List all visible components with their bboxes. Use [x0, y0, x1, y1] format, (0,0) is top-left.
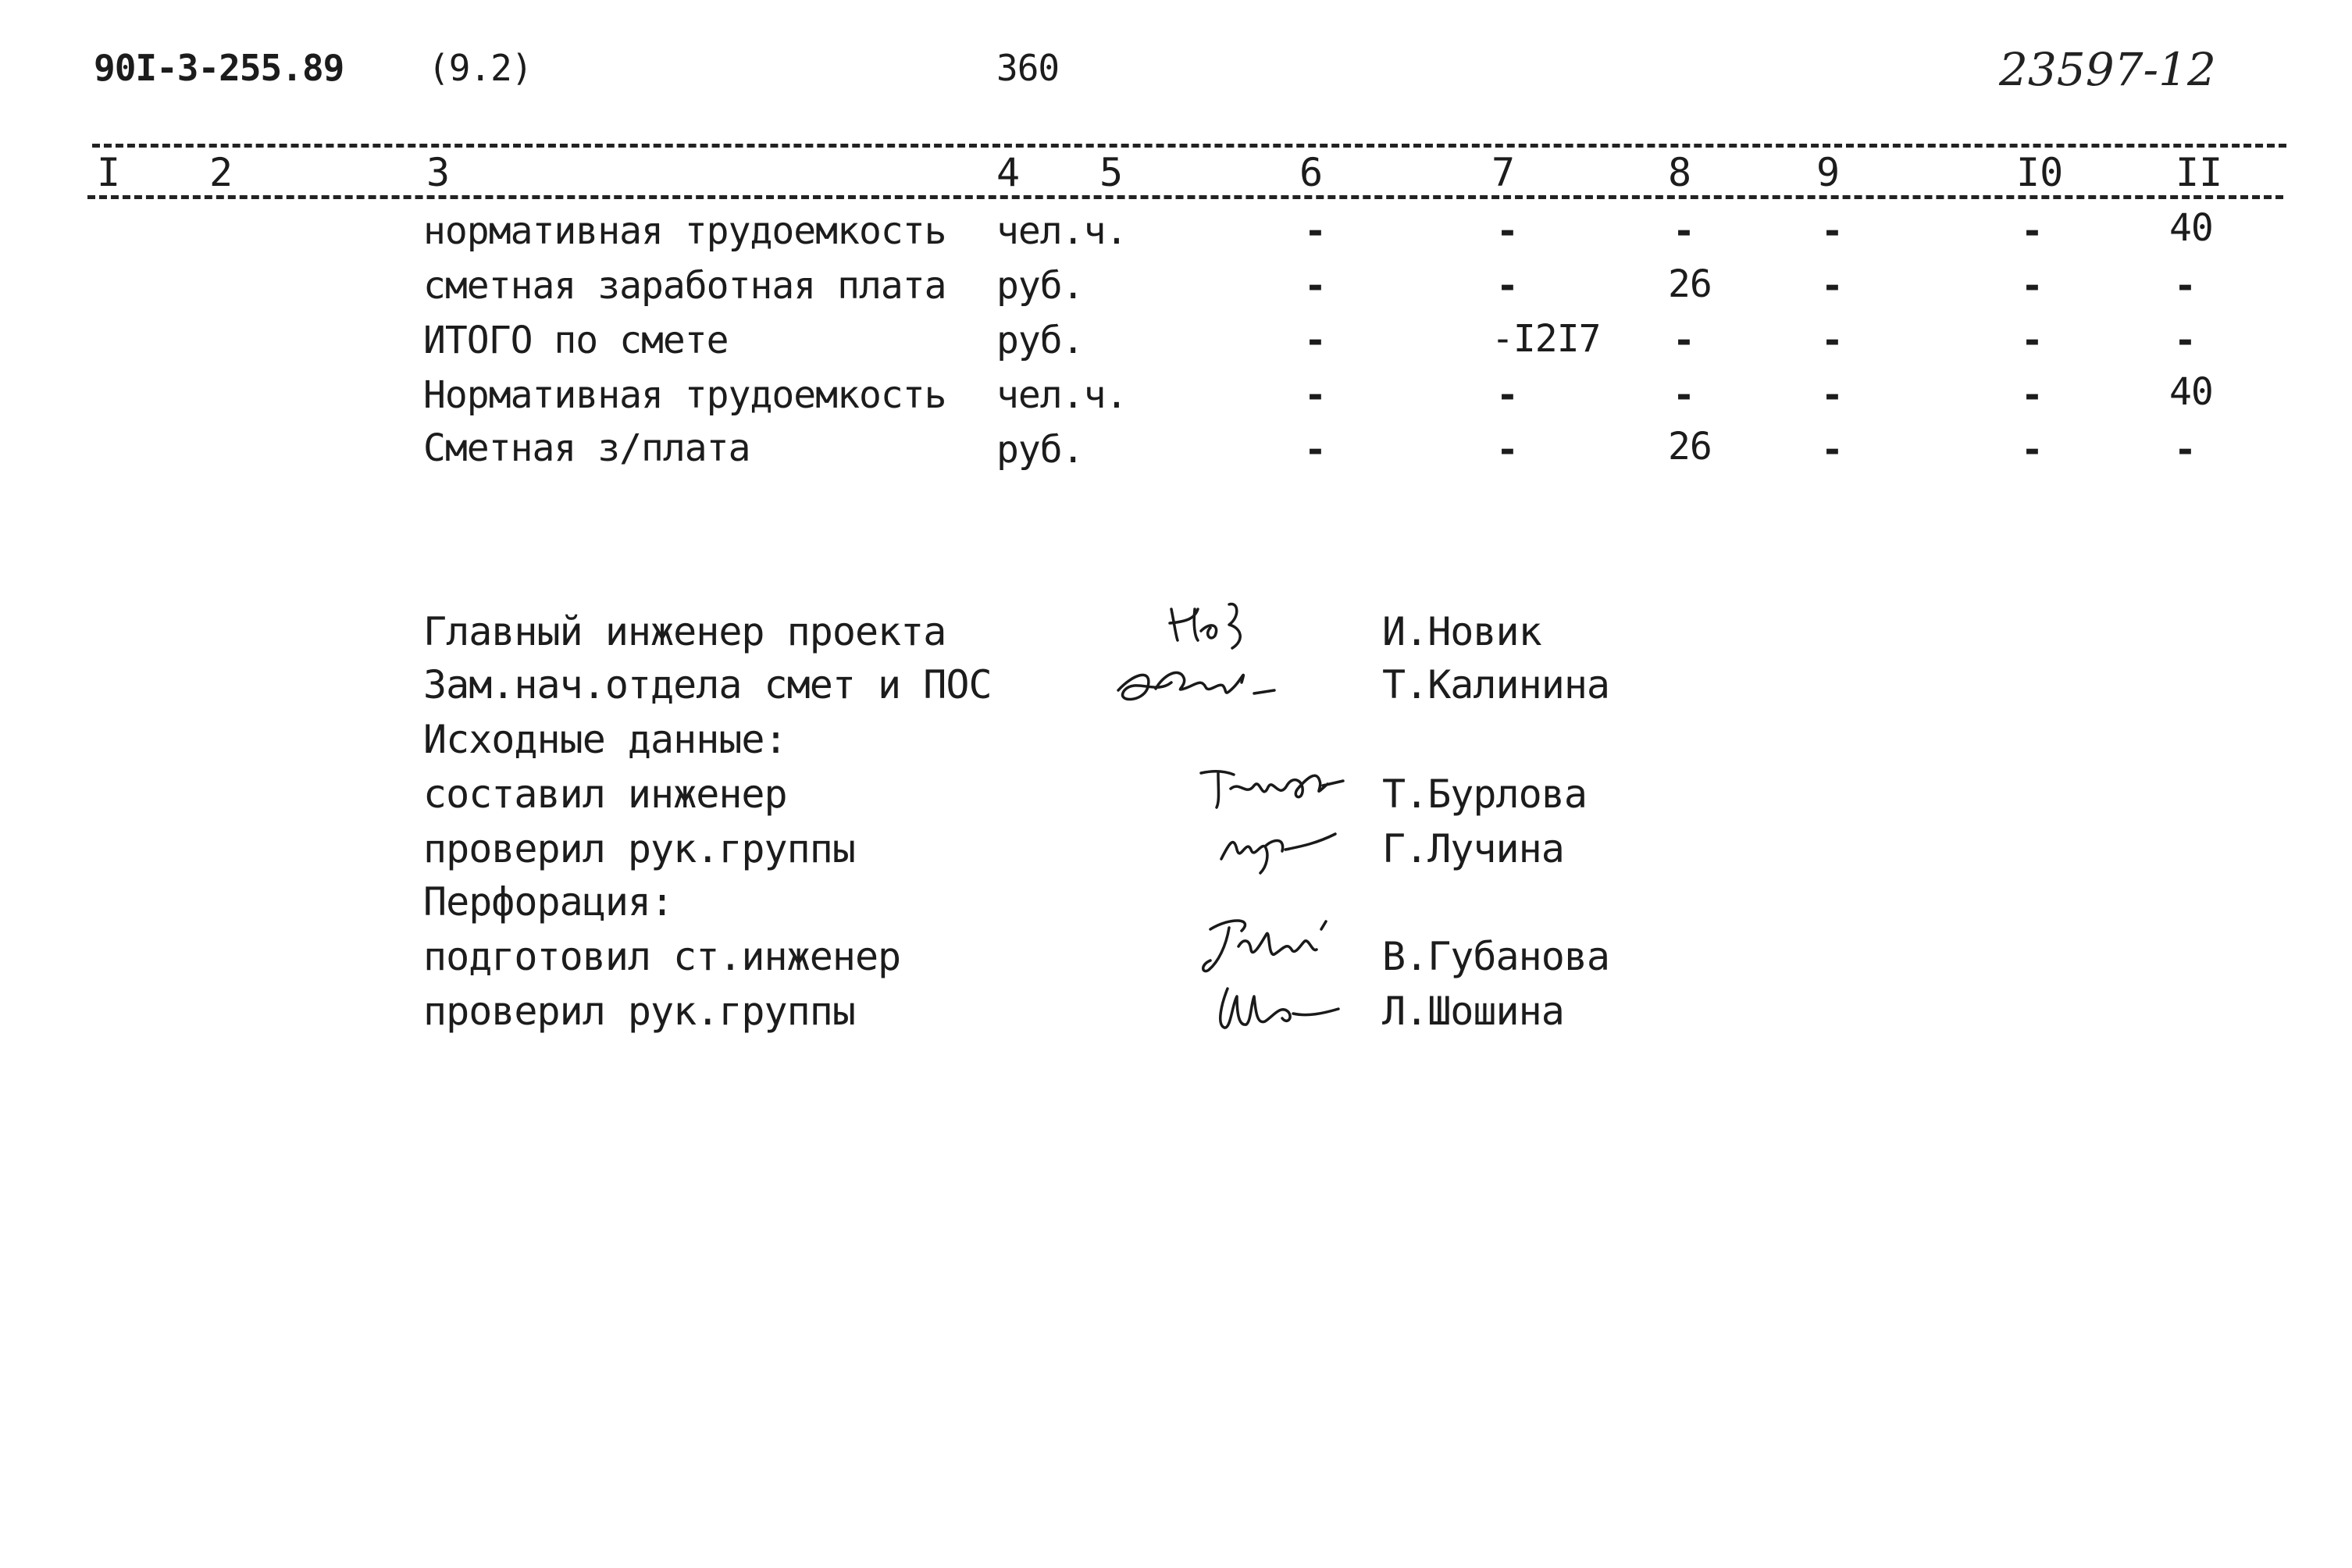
signer-role: подготовил ст.инженер	[423, 934, 901, 979]
signer-role: составил инженер	[423, 772, 787, 817]
row-col6: -	[1304, 373, 1326, 417]
signer-name: И.Новик	[1382, 609, 1541, 654]
column-number-8: 8	[1668, 150, 1692, 195]
row-col8: -	[1673, 209, 1695, 253]
header-rule-bottom	[87, 195, 2283, 199]
column-number-4: 4	[996, 150, 1021, 195]
row-col11: -	[2174, 319, 2196, 362]
row-unit: руб.	[996, 264, 1084, 308]
row-col6: -	[1304, 209, 1326, 253]
section-label: Исходные данные:	[423, 717, 787, 762]
signer-name: Т.Калинина	[1382, 662, 1610, 707]
signature-shoshina	[1206, 973, 1346, 1043]
archive-number: 23597-12	[1999, 43, 2216, 96]
row-col9: -	[1821, 319, 1843, 362]
row-col9: -	[1821, 264, 1843, 308]
signer-role: Главный инженер проекта	[423, 609, 946, 654]
row-col9: -	[1821, 373, 1843, 417]
column-number-11: II	[2176, 150, 2223, 195]
column-number-3: 3	[426, 150, 451, 195]
row-col10: -	[2021, 428, 2043, 472]
row-col10: -	[2021, 264, 2043, 308]
column-number-9: 9	[1816, 150, 1841, 195]
row-col8: 26	[1668, 262, 1712, 306]
row-unit: руб.	[996, 428, 1084, 472]
row-col8: 26	[1668, 425, 1712, 469]
row-col11: 40	[2169, 370, 2213, 414]
signer-role: проверил рук.группы	[423, 826, 855, 871]
row-col10: -	[2021, 373, 2043, 417]
column-number-7: 7	[1491, 150, 1516, 195]
section-label: Перфорация:	[423, 879, 674, 925]
signature-burlova	[1195, 757, 1359, 820]
row-unit: чел.ч.	[996, 209, 1128, 253]
row-name: Сметная з/плата	[423, 426, 750, 470]
signer-role: Зам.нач.отдела смет и ПОС	[423, 662, 992, 707]
row-col7: -	[1496, 264, 1518, 308]
column-number-6: 6	[1299, 150, 1324, 195]
row-col8: -	[1673, 319, 1695, 362]
section-number: (9.2)	[428, 47, 533, 89]
signer-role: проверил рук.группы	[423, 989, 855, 1034]
row-name: ИТОГО по смете	[423, 319, 729, 362]
row-col6: -	[1304, 428, 1326, 472]
signature-kalinina	[1109, 651, 1296, 714]
row-col7: -	[1496, 373, 1518, 417]
row-unit: чел.ч.	[996, 373, 1128, 417]
row-col7: -I2I7	[1491, 317, 1601, 361]
row-col7: -	[1496, 209, 1518, 253]
row-col11: 40	[2169, 206, 2213, 250]
signer-name: Л.Шошина	[1382, 989, 1564, 1034]
row-col9: -	[1821, 428, 1843, 472]
header-rule-top	[92, 144, 2286, 148]
row-name: нормативная трудоемкость	[423, 209, 946, 253]
signature-gubanova	[1195, 911, 1351, 981]
row-col8: -	[1673, 373, 1695, 417]
page-number: 360	[996, 47, 1060, 89]
row-col7: -	[1496, 428, 1518, 472]
signer-name: Т.Бурлова	[1382, 772, 1587, 817]
row-col6: -	[1304, 264, 1326, 308]
signer-name: Г.Лучина	[1382, 826, 1564, 871]
signature-novik	[1164, 593, 1273, 656]
row-col11: -	[2174, 428, 2196, 472]
row-unit: руб.	[996, 319, 1084, 362]
column-number-5: 5	[1099, 150, 1124, 195]
row-col10: -	[2021, 319, 2043, 362]
row-name: Нормативная трудоемкость	[423, 373, 946, 417]
document-code: 90I-3-255.89	[94, 47, 344, 89]
column-number-1: I	[97, 150, 121, 195]
row-col9: -	[1821, 209, 1843, 253]
row-col6: -	[1304, 319, 1326, 362]
row-name: сметная заработная плата	[423, 264, 946, 308]
column-number-2: 2	[209, 150, 233, 195]
row-col10: -	[2021, 209, 2043, 253]
signature-luchina	[1210, 815, 1343, 878]
row-col11: -	[2174, 264, 2196, 308]
column-number-10: I0	[2016, 150, 2064, 195]
signer-name: В.Губанова	[1382, 934, 1610, 979]
